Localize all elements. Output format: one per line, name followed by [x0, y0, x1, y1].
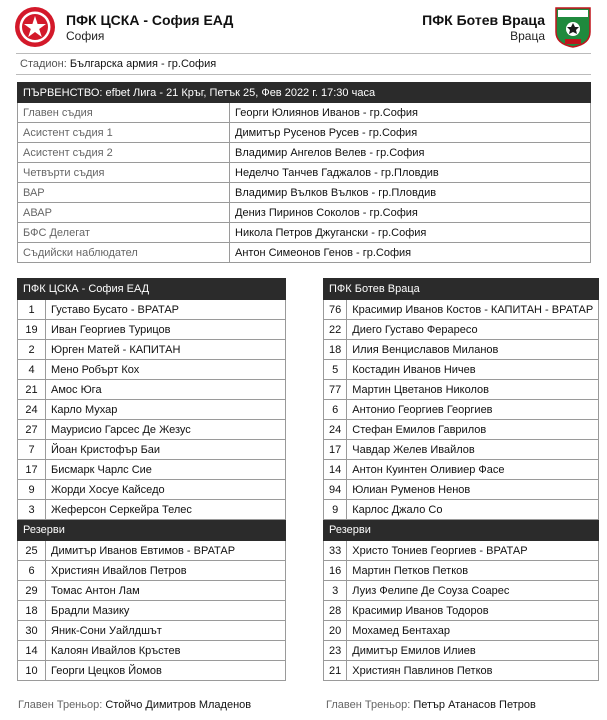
- official-role: Четвърти съдия: [18, 163, 230, 183]
- away-coach: [326, 699, 536, 711]
- player-name: Георги Цецков Йомов: [46, 661, 286, 681]
- player-number: 7: [18, 440, 46, 460]
- player-row: [18, 420, 286, 440]
- player-name: Карло Мухар: [46, 400, 286, 420]
- player-name: Луиз Фелипе Де Соуза Соарес: [347, 581, 599, 601]
- player-number: 17: [18, 460, 46, 480]
- player-row: [18, 380, 286, 400]
- away-lineup-title: ПФК Ботев Враца: [324, 279, 599, 300]
- player-number: 20: [324, 621, 347, 641]
- player-name: Жорди Хосуе Кайседо: [46, 480, 286, 500]
- sub-row: [324, 561, 599, 581]
- player-name: Маурисио Гарсес Де Жезус: [46, 420, 286, 440]
- player-number: 24: [18, 400, 46, 420]
- championship-row: [18, 83, 591, 103]
- player-number: 27: [18, 420, 46, 440]
- player-number: 6: [18, 561, 46, 581]
- sub-row: [324, 581, 599, 601]
- player-name: Мартин Петков Петков: [347, 561, 599, 581]
- player-number: 21: [18, 380, 46, 400]
- player-row: [324, 360, 599, 380]
- player-name: Чавдар Желев Ивайлов: [347, 440, 599, 460]
- player-row: [18, 480, 286, 500]
- sub-row: [18, 661, 286, 681]
- player-row: [18, 440, 286, 460]
- official-role: Съдийски наблюдател: [18, 243, 230, 263]
- player-number: 24: [324, 420, 347, 440]
- sub-row: [18, 641, 286, 661]
- player-row: [18, 400, 286, 420]
- player-name: Иван Георгиев Турицов: [46, 320, 286, 340]
- player-number: 3: [18, 500, 46, 520]
- player-number: 14: [18, 641, 46, 661]
- player-number: 16: [324, 561, 347, 581]
- player-name: Илия Венциславов Миланов: [347, 340, 599, 360]
- player-row: [324, 440, 599, 460]
- player-number: 25: [18, 541, 46, 561]
- official-role: БФС Делегат: [18, 223, 230, 243]
- official-row: [18, 203, 591, 223]
- header-divider: [16, 53, 591, 54]
- player-name: Мено Робърт Кох: [46, 360, 286, 380]
- player-number: 23: [324, 641, 347, 661]
- official-row: [18, 223, 591, 243]
- player-number: 18: [324, 340, 347, 360]
- player-number: 1: [18, 300, 46, 320]
- stadium-divider: [16, 74, 591, 75]
- player-name: Християн Ивайлов Петров: [46, 561, 286, 581]
- player-number: 2: [18, 340, 46, 360]
- official-name: Дениз Пиринов Соколов - гр.София: [230, 203, 591, 223]
- player-number: 28: [324, 601, 347, 621]
- player-row: [18, 300, 286, 320]
- player-name: Карлос Джало Со: [347, 500, 599, 520]
- player-number: 4: [18, 360, 46, 380]
- player-row: [18, 340, 286, 360]
- official-row: [18, 143, 591, 163]
- sub-row: [18, 541, 286, 561]
- sub-row: [324, 601, 599, 621]
- player-number: 29: [18, 581, 46, 601]
- player-name: Антонио Георгиев Георгиев: [347, 400, 599, 420]
- player-name: Бисмарк Чарлс Сие: [46, 460, 286, 480]
- stadium-value: Българска армия - гр.София: [69, 58, 217, 70]
- sub-row: [18, 601, 286, 621]
- home-coach-label: Главен Треньор:: [18, 699, 103, 711]
- player-row: [18, 460, 286, 480]
- player-name: Красимир Иванов Тодоров: [347, 601, 599, 621]
- home-subs-title: Резерви: [18, 520, 286, 541]
- player-name: Димитър Емилов Илиев: [347, 641, 599, 661]
- sub-row: [18, 621, 286, 641]
- player-number: 9: [324, 500, 347, 520]
- sub-row: [324, 661, 599, 681]
- home-lineup-title: ПФК ЦСКА - София ЕАД: [18, 279, 286, 300]
- player-row: [324, 340, 599, 360]
- player-row: [324, 500, 599, 520]
- sub-row: [324, 541, 599, 561]
- match-header: [0, 0, 607, 52]
- away-coach-name: Петър Атанасов Петров: [413, 699, 536, 711]
- home-coach: [18, 699, 251, 711]
- official-name: Владимир Вълков Вълков - гр.Пловдив: [230, 183, 591, 203]
- official-name: Никола Петров Джугански - гр.София: [230, 223, 591, 243]
- player-number: 6: [324, 400, 347, 420]
- player-name: Христо Тониев Георгиев - ВРАТАР: [347, 541, 599, 561]
- player-number: 76: [324, 300, 347, 320]
- player-row: [324, 320, 599, 340]
- player-row: [324, 300, 599, 320]
- official-name: Антон Симеонов Генов - гр.София: [230, 243, 591, 263]
- official-name: Димитър Русенов Русев - гр.София: [230, 123, 591, 143]
- player-name: Юлиан Руменов Ненов: [347, 480, 599, 500]
- player-number: 9: [18, 480, 46, 500]
- player-name: Юрген Матей - КАПИТАН: [46, 340, 286, 360]
- official-row: [18, 183, 591, 203]
- stadium-line: [20, 58, 216, 70]
- player-number: 14: [324, 460, 347, 480]
- player-name: Диего Густаво Ферaресо: [347, 320, 599, 340]
- sub-row: [18, 561, 286, 581]
- player-row: [18, 320, 286, 340]
- official-row: [18, 243, 591, 263]
- official-row: [18, 163, 591, 183]
- away-team-city: Враца: [510, 29, 545, 43]
- player-row: [324, 380, 599, 400]
- player-row: [324, 420, 599, 440]
- officials-table: [17, 82, 591, 263]
- player-row: [324, 460, 599, 480]
- player-name: Густаво Бусато - ВРАТАР: [46, 300, 286, 320]
- player-number: 22: [324, 320, 347, 340]
- player-name: Калоян Ивайлов Кръстев: [46, 641, 286, 661]
- player-name: Жеферсон Серкейра Телес: [46, 500, 286, 520]
- player-row: [324, 400, 599, 420]
- player-name: Яник-Сони Уайлдшът: [46, 621, 286, 641]
- botev-crest-icon: [554, 6, 592, 48]
- player-name: Йоан Кристофър Баи: [46, 440, 286, 460]
- stadium-label: Стадион:: [20, 58, 67, 70]
- championship-prefix: ПЪРВЕНСТВО:: [23, 86, 103, 99]
- home-team-name: ПФК ЦСКА - София ЕАД: [66, 12, 234, 28]
- away-coach-label: Главен Треньор:: [326, 699, 411, 711]
- player-number: 30: [18, 621, 46, 641]
- official-row: [18, 123, 591, 143]
- player-number: 18: [18, 601, 46, 621]
- official-name: Георги Юлиянов Иванов - гр.София: [230, 103, 591, 123]
- player-name: Християн Павлинов Петков: [347, 661, 599, 681]
- championship-details: efbet Лига - 21 Кръг, Петък 25, Фев 2022 г. 17:30 часа: [105, 86, 376, 99]
- player-name: Томас Антон Лам: [46, 581, 286, 601]
- player-number: 5: [324, 360, 347, 380]
- official-row: [18, 103, 591, 123]
- player-name: Красимир Иванов Костов - КАПИТАН - ВРАТАР: [347, 300, 599, 320]
- away-subs-title: Резерви: [324, 520, 599, 541]
- home-coach-name: Стойчо Димитров Младенов: [105, 699, 252, 711]
- player-name: Костадин Иванов Ничев: [347, 360, 599, 380]
- player-name: Мартин Цветанов Николов: [347, 380, 599, 400]
- official-role: Асистент съдия 2: [18, 143, 230, 163]
- player-name: Брадли Мазику: [46, 601, 286, 621]
- player-number: 77: [324, 380, 347, 400]
- player-row: [324, 480, 599, 500]
- player-number: 3: [324, 581, 347, 601]
- away-team-name: ПФК Ботев Враца: [422, 12, 545, 28]
- player-number: 21: [324, 661, 347, 681]
- official-name: Владимир Ангелов Велев - гр.София: [230, 143, 591, 163]
- home-lineup-table: [17, 278, 286, 681]
- player-name: Антон Куинтен Оливиер Фасе: [347, 460, 599, 480]
- player-name: Амос Юга: [46, 380, 286, 400]
- player-number: 19: [18, 320, 46, 340]
- player-name: Стефан Емилов Гаврилов: [347, 420, 599, 440]
- player-name: Димитър Иванов Евтимов - ВРАТАР: [46, 541, 286, 561]
- official-role: Асистент съдия 1: [18, 123, 230, 143]
- player-number: 10: [18, 661, 46, 681]
- official-role: ВАР: [18, 183, 230, 203]
- official-name: Неделчо Танчев Гаджалов - гр.Пловдив: [230, 163, 591, 183]
- player-number: 17: [324, 440, 347, 460]
- sub-row: [324, 641, 599, 661]
- player-row: [18, 360, 286, 380]
- sub-row: [18, 581, 286, 601]
- official-role: Главен съдия: [18, 103, 230, 123]
- player-name: Мохамед Бентахар: [347, 621, 599, 641]
- player-row: [18, 500, 286, 520]
- away-lineup-table: [323, 278, 599, 681]
- player-number: 94: [324, 480, 347, 500]
- home-team-city: София: [66, 29, 105, 43]
- sub-row: [324, 621, 599, 641]
- player-number: 33: [324, 541, 347, 561]
- official-role: АВАР: [18, 203, 230, 223]
- cska-crest-icon: [14, 6, 56, 48]
